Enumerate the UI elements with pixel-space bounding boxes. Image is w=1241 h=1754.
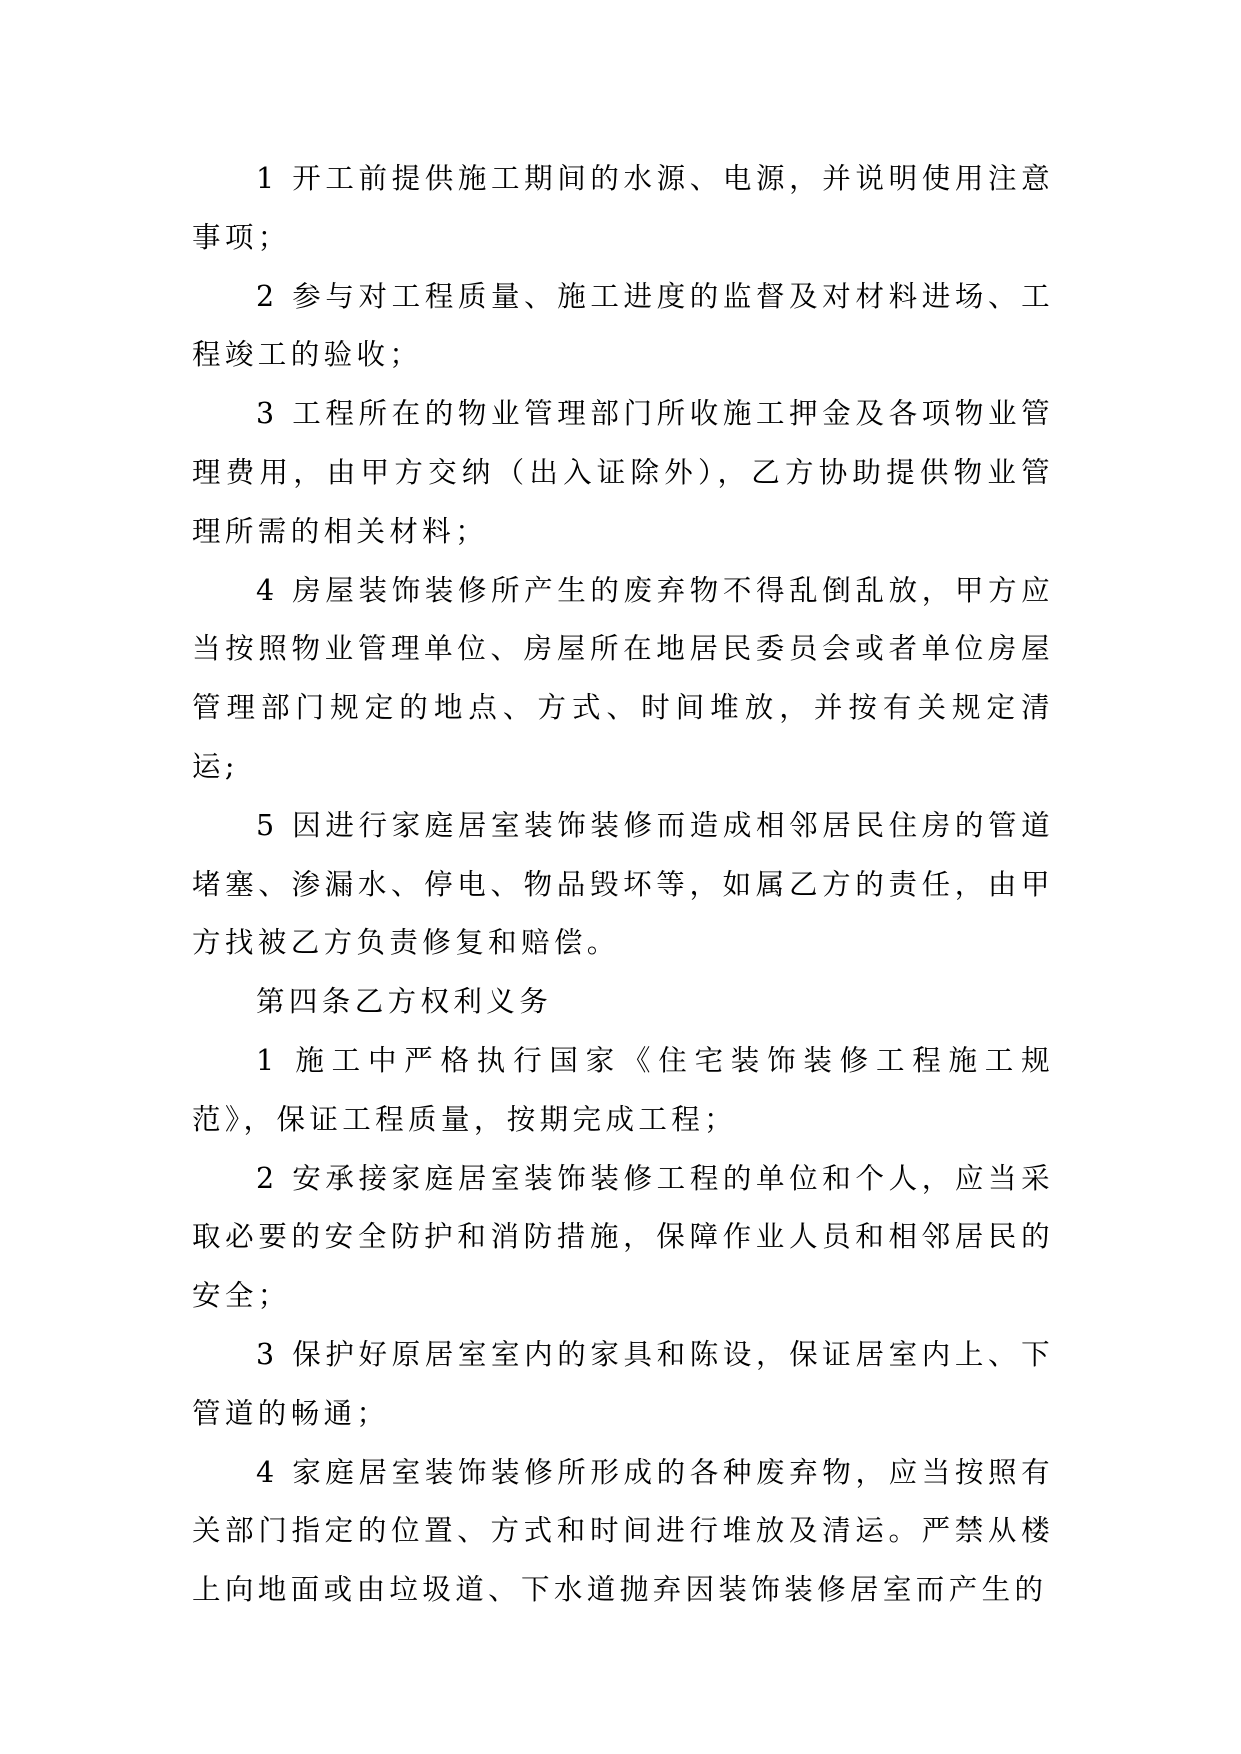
paragraph-owner-duty-1: 1 开工前提供施工期间的水源、电源，并说明使用注意事项； — [192, 162, 1054, 254]
paragraph-contractor-duty-2: 2 安承接家庭居室装饰装修工程的单位和个人，应当采取必要的安全防护和消防措施，保障作业人员和相邻居民的安全； — [192, 1161, 1054, 1313]
paragraph-owner-duty-2: 2 参与对工程质量、施工进度的监督及对材料进场、工程竣工的验收； — [192, 279, 1054, 372]
paragraph-contractor-duty-4: 4 家庭居室装饰装修所形成的各种废弃物，应当按照有关部门指定的位置、方式和时间进行堆放及清运。严禁从楼上向地面或由垃圾道、下水道抛弃因装饰装修居室而产生的 — [192, 1455, 1054, 1607]
document-page — [192, 150, 1054, 1620]
paragraph-owner-duty-4: 4 房屋装饰装修所产生的废弃物不得乱倒乱放，甲方应当按照物业管理单位、房屋所在地居民委员会或者单位房屋管理部门规定的地点、方式、时间堆放，并按有关规定清运; — [192, 573, 1054, 783]
paragraph-owner-duty-3: 3 工程所在的物业管理部门所收施工押金及各项物业管理费用，由甲方交纳（出入证除外），乙方协助提供物业管理所需的相关材料； — [192, 397, 1054, 548]
section-heading-article-4: 第四条乙方权利义务 — [256, 985, 553, 1019]
paragraph-contractor-duty-3: 3 保护好原居室室内的家具和陈设，保证居室内上、下管道的畅通； — [192, 1337, 1054, 1430]
paragraph-contractor-duty-1: 1 施工中严格执行国家《住宅装饰装修工程施工规范》，保证工程质量，按期完成工程； — [192, 1043, 1054, 1136]
paragraph-owner-duty-5: 5 因进行家庭居室装饰装修而造成相邻居民住房的管道堵塞、渗漏水、停电、物品毁坏等，如属乙方的责任，由甲方找被乙方负责修复和赔偿。 — [192, 808, 1054, 960]
